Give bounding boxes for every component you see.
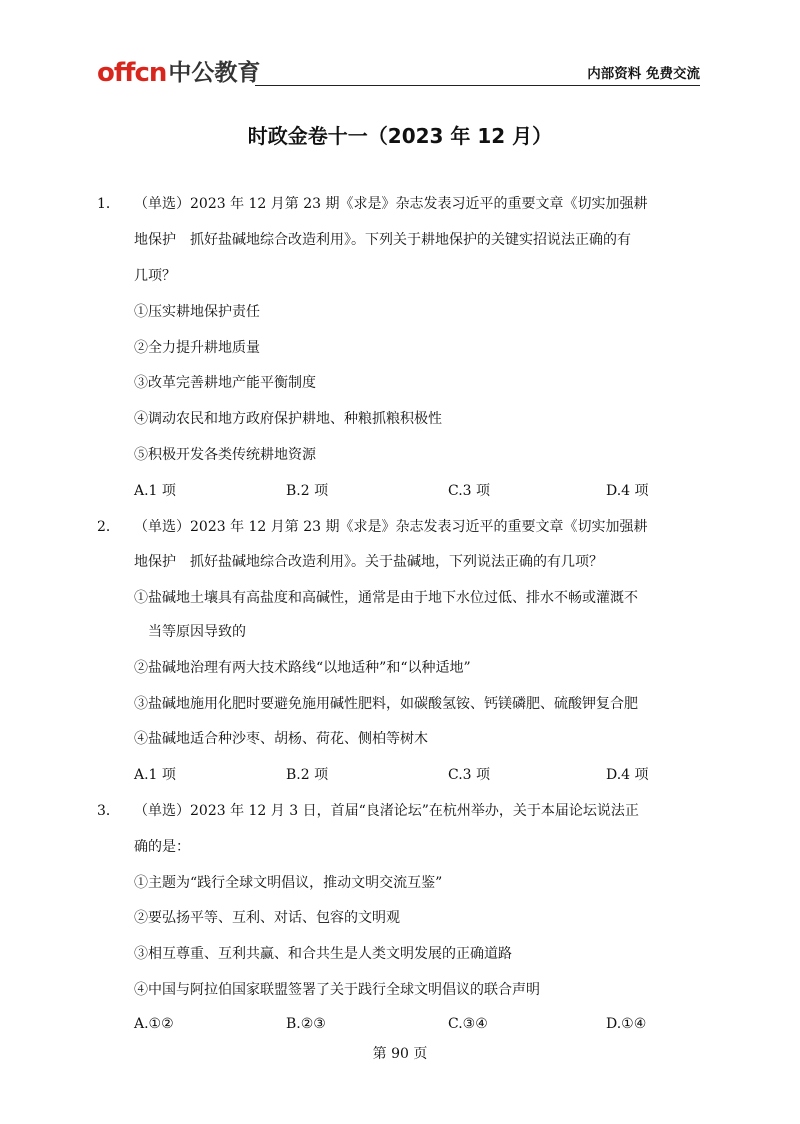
- question-2-option-a: A.1 项: [134, 767, 176, 783]
- question-3-statement: ③相互尊重、互利共赢、和合共生是人类文明发展的正确道路: [134, 946, 512, 962]
- header-note: 内部资料 免费交流: [587, 66, 700, 82]
- question-1-option-a: A.1 项: [134, 483, 176, 499]
- question-3-option-c: C.③④: [448, 1016, 488, 1032]
- question-3-stem-line: 确的是：: [134, 839, 190, 855]
- question-2-statement: ④盐碱地适合种沙枣、胡杨、荷花、侧柏等树木: [134, 731, 428, 747]
- question-1-stem-line: （单选）2023 年 12 月第 23 期《求是》杂志发表习近平的重要文章《切实加强耕: [134, 196, 648, 212]
- logo-chinese-text: 中公教育: [168, 60, 261, 86]
- question-2-stem-line: 地保护 抓好盐碱地综合改造利用》。关于盐碱地，下列说法正确的有几项？: [134, 554, 603, 570]
- header-divider: [255, 85, 700, 86]
- question-3-statement: ④中国与阿拉伯国家联盟签署了关于践行全球文明倡议的联合声明: [134, 982, 540, 998]
- question-1-statement: ③改革完善耕地产能平衡制度: [134, 375, 316, 391]
- question-1-stem-line: 地保护 抓好盐碱地综合改造利用》。下列关于耕地保护的关键实招说法正确的有: [134, 232, 631, 248]
- question-2-statement: ②盐碱地治理有两大技术路线“以地适种”和“以种适地”: [134, 660, 471, 676]
- question-3-statement: ②要弘扬平等、互利、对话、包容的文明观: [134, 910, 400, 926]
- question-1-option-c: C.3 项: [448, 483, 491, 499]
- question-2-number: 2．: [97, 519, 120, 535]
- question-1-statement: ④调动农民和地方政府保护耕地、种粮抓粮积极性: [134, 411, 442, 427]
- page-header: [97, 52, 700, 92]
- question-2-statement: ①盐碱地土壤具有高盐度和高碱性，通常是由于地下水位过低、排水不畅或灌溉不: [134, 590, 638, 606]
- question-1-statement: ①压实耕地保护责任: [134, 304, 260, 320]
- question-2-option-b: B.2 项: [286, 767, 329, 783]
- question-1-statement: ⑤积极开发各类传统耕地资源: [134, 447, 316, 463]
- question-2-statement: 当等原因导致的: [148, 624, 246, 640]
- question-1-statement: ②全力提升耕地质量: [134, 340, 260, 356]
- question-1-option-d: D.4 项: [606, 483, 649, 499]
- question-1-option-b: B.2 项: [286, 483, 329, 499]
- page-number: 第 90 页: [372, 1046, 428, 1062]
- question-3-stem-line: （单选）2023 年 12 月 3 日，首届“良渚论坛”在杭州举办，关于本届论坛说法正: [134, 803, 639, 819]
- logo-latin-text: offcn: [97, 58, 167, 88]
- question-1-stem-line: 几项？: [134, 268, 176, 284]
- document-title: 时政金卷十一（2023 年 12 月）: [247, 124, 553, 148]
- question-3-number: 3．: [97, 803, 120, 819]
- offcn-logo: [97, 56, 260, 86]
- question-1-number: 1．: [97, 196, 120, 212]
- question-2-option-c: C.3 项: [448, 767, 491, 783]
- question-2-option-d: D.4 项: [606, 767, 649, 783]
- question-2-statement: ③盐碱地施用化肥时要避免施用碱性肥料，如碳酸氢铵、钙镁磷肥、硫酸钾复合肥: [134, 696, 638, 712]
- question-2-stem-line: （单选）2023 年 12 月第 23 期《求是》杂志发表习近平的重要文章《切实加强耕: [134, 519, 648, 535]
- question-3-option-d: D.①④: [606, 1016, 647, 1032]
- question-3-option-b: B.②③: [286, 1016, 326, 1032]
- question-3-option-a: A.①②: [134, 1016, 174, 1032]
- question-3-statement: ①主题为“践行全球文明倡议，推动文明交流互鉴”: [134, 875, 443, 891]
